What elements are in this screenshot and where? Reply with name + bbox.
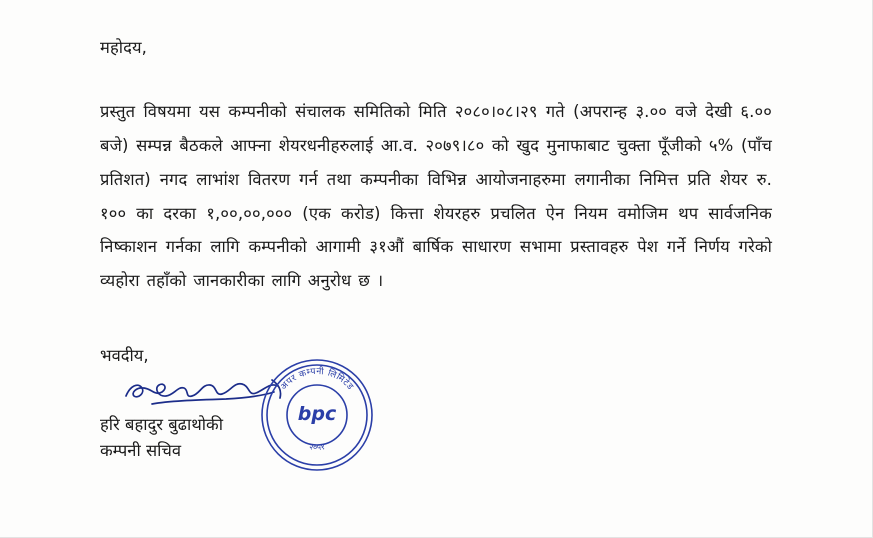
signer-name: हरि बहादुर बुढाथोकी xyxy=(100,415,223,434)
salutation: महोदय, xyxy=(100,38,147,57)
stamp-center-text: bpc xyxy=(297,403,337,425)
letter-body xyxy=(100,18,772,384)
stamp-outer-text: अपर कम्पनी लिमिटेड xyxy=(278,366,356,393)
closing: भवदीय, xyxy=(100,345,149,365)
signer-title: कम्पनी सचिव xyxy=(100,440,182,460)
signature-block xyxy=(100,412,430,463)
body-paragraph: प्रस्तुत विषयमा यस कम्पनीको संचालक समितिको मिति २०८०।०८।२९ गते (अपरान्ह ३.०० वजे देखी ६.०० बजे) सम्पन्न बैठकले आफ्ना शेयरधनीहरुलाई आ.व. २०७९।८० को खुद मुनाफाबाट चुक्ता पूँजीको ५% (पाँच प्रतिशत) नगद लाभांश वितरण गर्न तथा कम्पनीका विभिन्न आयोजनाहरुमा लगानीका निमित्त प्रति शेयर रु. १०० का दरका १,००,००,००० (एक करोड) कित्ता शेयरहरु प्रचलित ऐन नियम वमोजिम थप सार्वजनिक निष्काशन गर्नका लागि कम्पनीको आगामी ३१औं बार्षिक साधारण सभामा प्रस्तावहरु पेश गर्ने निर्णय गरेको व्यहोरा तहाँको जानकारीका लागि अनुरोध छ । xyxy=(100,102,772,291)
stamp-bottom-text: २०५१ xyxy=(308,442,326,453)
